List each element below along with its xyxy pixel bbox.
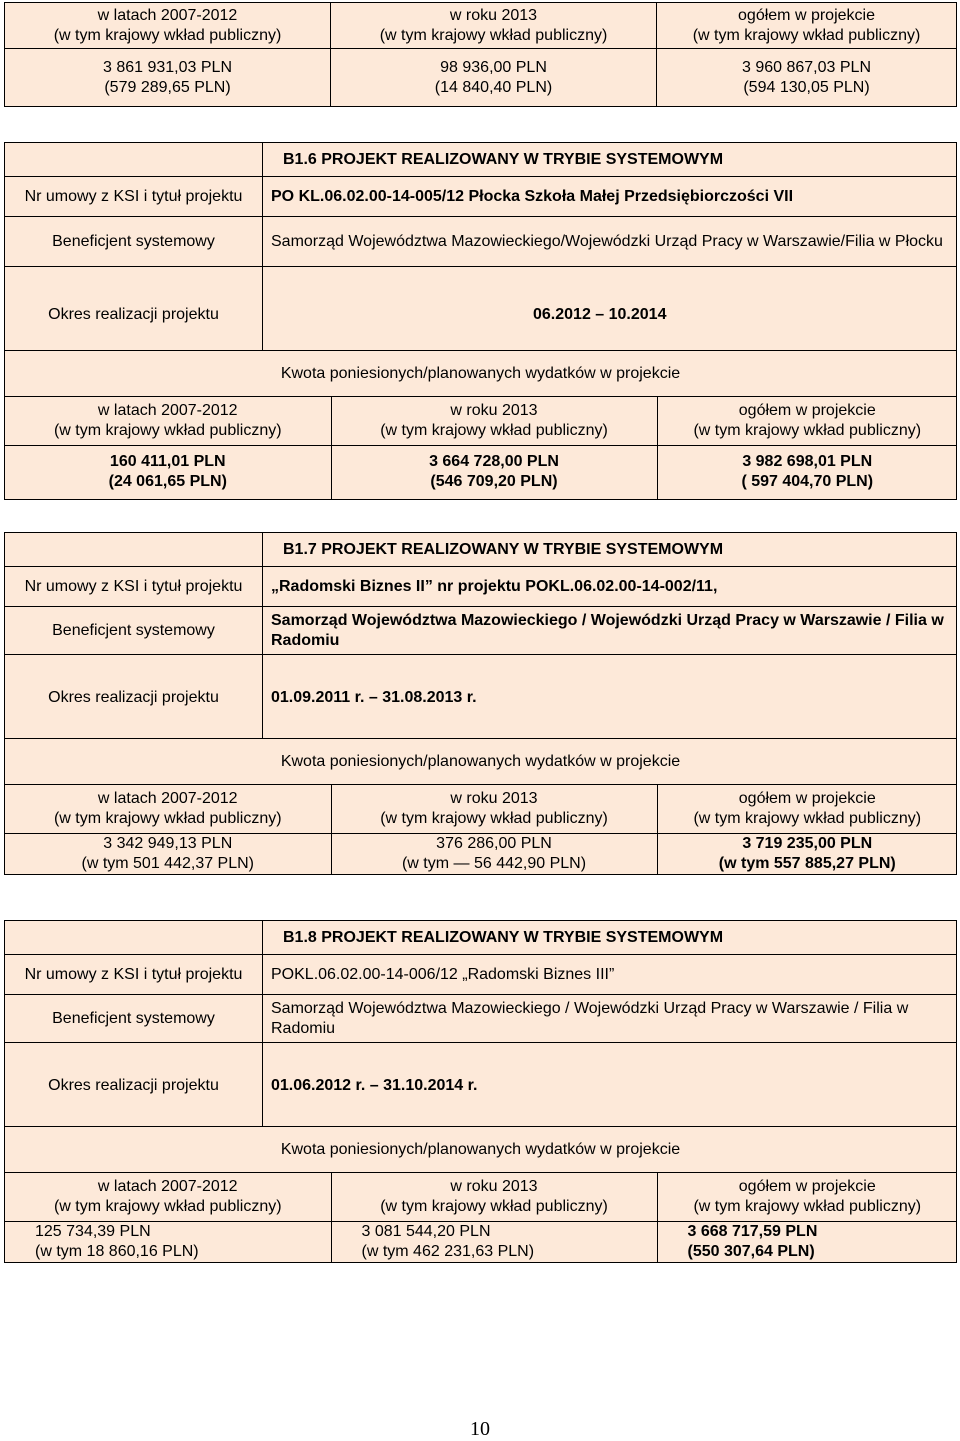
contract-value: PO KL.06.02.00-14-005/12 Płocka Szkoła Małej Przedsiębiorczości VII bbox=[263, 177, 957, 217]
period-value: 06.2012 – 10.2014 bbox=[263, 267, 957, 351]
top-col1-value: 3 861 931,03 PLN (579 289,65 PLN) bbox=[5, 49, 331, 107]
col2-header: w roku 2013 (w tym krajowy wkład publiczny) bbox=[331, 785, 657, 833]
col1-header: w latach 2007-2012 (w tym krajowy wkład publiczny) bbox=[5, 397, 331, 445]
col1-value: 125 734,39 PLN (w tym 18 860,16 PLN) bbox=[5, 1221, 331, 1262]
col2-header: w roku 2013 (w tym krajowy wkład publiczny) bbox=[331, 397, 657, 445]
costs-title: Kwota poniesionych/planowanych wydatków w projekcie bbox=[5, 351, 957, 397]
label-contract: Nr umowy z KSI i tytuł projektu bbox=[5, 177, 263, 217]
label-beneficiary: Beneficjent systemowy bbox=[5, 217, 263, 267]
contract-value: „Radomski Biznes II” nr projektu POKL.06.02.00-14-002/11, bbox=[263, 567, 957, 607]
label-contract: Nr umowy z KSI i tytuł projektu bbox=[5, 567, 263, 607]
col3-value: 3 982 698,01 PLN ( 597 404,70 PLN) bbox=[657, 445, 957, 499]
label-period: Okres realizacji projektu bbox=[5, 267, 263, 351]
label-beneficiary: Beneficjent systemowy bbox=[5, 995, 263, 1043]
top-amounts-table bbox=[4, 2, 957, 107]
page-number: 10 bbox=[470, 1418, 490, 1440]
top-col1-header: w latach 2007-2012 (w tym krajowy wkład publiczny) bbox=[5, 3, 331, 49]
col3-header: ogółem w projekcie (w tym krajowy wkład publiczny) bbox=[657, 397, 957, 445]
label-contract: Nr umowy z KSI i tytuł projektu bbox=[5, 955, 263, 995]
label-beneficiary: Beneficjent systemowy bbox=[5, 607, 263, 655]
col2-header: w roku 2013 (w tym krajowy wkład publiczny) bbox=[331, 1173, 657, 1221]
contract-value: POKL.06.02.00-14-006/12 „Radomski Biznes III” bbox=[263, 955, 957, 995]
beneficiary-value: Samorząd Województwa Mazowieckiego / Wojewódzki Urząd Pracy w Warszawie / Filia w Radomiu bbox=[263, 607, 957, 655]
project-b17-table bbox=[4, 532, 957, 875]
costs-title: Kwota poniesionych/planowanych wydatków w projekcie bbox=[5, 739, 957, 785]
beneficiary-value: Samorząd Województwa Mazowieckiego/Wojewódzki Urząd Pracy w Warszawie/Filia w Płocku bbox=[263, 217, 957, 267]
col1-header: w latach 2007-2012 (w tym krajowy wkład publiczny) bbox=[5, 785, 331, 833]
col2-value: 376 286,00 PLN (w tym — 56 442,90 PLN) bbox=[331, 833, 657, 874]
project-b16-table bbox=[4, 142, 957, 500]
top-col3-value: 3 960 867,03 PLN (594 130,05 PLN) bbox=[657, 49, 957, 107]
project-b18-table bbox=[4, 920, 957, 1263]
col1-header: w latach 2007-2012 (w tym krajowy wkład publiczny) bbox=[5, 1173, 331, 1221]
project-b17-title: B1.7 PROJEKT REALIZOWANY W TRYBIE SYSTEMOWYM bbox=[263, 533, 957, 567]
col3-header: ogółem w projekcie (w tym krajowy wkład publiczny) bbox=[657, 1173, 957, 1221]
col3-value: 3 668 717,59 PLN (550 307,64 PLN) bbox=[657, 1221, 957, 1262]
top-col2-value: 98 936,00 PLN (14 840,40 PLN) bbox=[331, 49, 657, 107]
col1-value: 160 411,01 PLN (24 061,65 PLN) bbox=[5, 445, 331, 499]
period-value: 01.06.2012 r. – 31.10.2014 r. bbox=[263, 1043, 957, 1127]
top-col2-header: w roku 2013 (w tym krajowy wkład publiczny) bbox=[331, 3, 657, 49]
beneficiary-value: Samorząd Województwa Mazowieckiego / Wojewódzki Urząd Pracy w Warszawie / Filia w Radomiu bbox=[263, 995, 957, 1043]
col3-value: 3 719 235,00 PLN (w tym 557 885,27 PLN) bbox=[657, 833, 957, 874]
project-b18-title: B1.8 PROJEKT REALIZOWANY W TRYBIE SYSTEMOWYM bbox=[263, 921, 957, 955]
col1-value: 3 342 949,13 PLN (w tym 501 442,37 PLN) bbox=[5, 833, 331, 874]
label-period: Okres realizacji projektu bbox=[5, 655, 263, 739]
costs-title: Kwota poniesionych/planowanych wydatków w projekcie bbox=[5, 1127, 957, 1173]
col2-value: 3 664 728,00 PLN (546 709,20 PLN) bbox=[331, 445, 657, 499]
project-b16-title: B1.6 PROJEKT REALIZOWANY W TRYBIE SYSTEMOWYM bbox=[263, 143, 957, 177]
label-period: Okres realizacji projektu bbox=[5, 1043, 263, 1127]
col3-header: ogółem w projekcie (w tym krajowy wkład publiczny) bbox=[657, 785, 957, 833]
col2-value: 3 081 544,20 PLN (w tym 462 231,63 PLN) bbox=[331, 1221, 657, 1262]
top-col3-header: ogółem w projekcie (w tym krajowy wkład publiczny) bbox=[657, 3, 957, 49]
period-value: 01.09.2011 r. – 31.08.2013 r. bbox=[263, 655, 957, 739]
